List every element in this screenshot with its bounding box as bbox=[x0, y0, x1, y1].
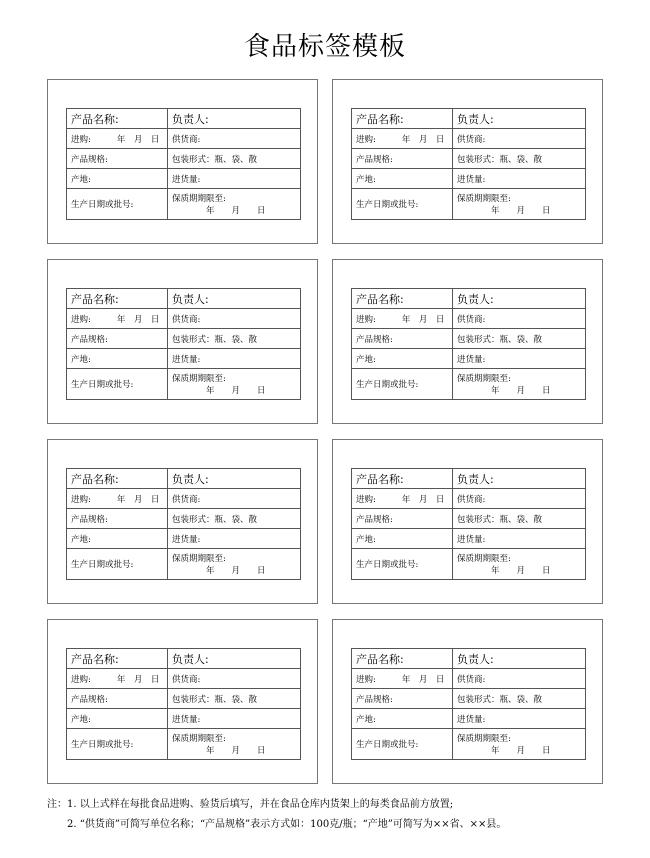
origin-label: 产地: bbox=[67, 709, 168, 729]
batch-label: 生产日期或批号: bbox=[67, 189, 168, 220]
responsible-label: 负责人: bbox=[168, 469, 301, 489]
purchase-date-parts: 年 月 日 bbox=[116, 314, 160, 325]
label-table bbox=[351, 288, 586, 400]
purchase-date-parts: 年 月 日 bbox=[116, 134, 160, 145]
label-table bbox=[351, 108, 586, 220]
origin-label: 产地: bbox=[67, 529, 168, 549]
origin-label: 产地: bbox=[352, 529, 453, 549]
note-line-1: 注：1. 以上式样在每批食品进购、验货后填写，并在食品仓库内货架上的每类食品前方放置; bbox=[47, 799, 454, 810]
packaging-label: 包装形式：瓶、袋、散 bbox=[453, 509, 586, 529]
shelf-life-label: 保质期期限至: bbox=[457, 734, 511, 744]
packaging-label: 包装形式：瓶、袋、散 bbox=[453, 149, 586, 169]
shelf-life-date: 年 月 日 bbox=[206, 566, 266, 576]
purchase-date-cell bbox=[67, 669, 168, 689]
product-name-label: 产品名称: bbox=[67, 109, 168, 129]
shelf-life-date: 年 月 日 bbox=[491, 386, 551, 396]
origin-label: 产地: bbox=[67, 169, 168, 189]
purchase-date-cell bbox=[67, 129, 168, 149]
purchase-date-parts: 年 月 日 bbox=[401, 314, 445, 325]
note-line-2: 2. “供货商”可简写单位名称；“产品规格”表示方式如：100克/瓶；“产地”可简写为××省、××县。 bbox=[67, 819, 507, 830]
purchase-date-parts: 年 月 日 bbox=[401, 674, 445, 685]
purchase-date-cell bbox=[352, 489, 453, 509]
shelf-life-date: 年 月 日 bbox=[206, 386, 266, 396]
responsible-label: 负责人: bbox=[453, 109, 586, 129]
label-table bbox=[66, 648, 301, 760]
shelf-life-label: 保质期期限至: bbox=[457, 194, 511, 204]
label-card bbox=[332, 439, 603, 604]
responsible-label: 负责人: bbox=[168, 109, 301, 129]
product-name-label: 产品名称: bbox=[352, 109, 453, 129]
label-card bbox=[47, 439, 318, 604]
supplier-label: 供货商: bbox=[168, 489, 301, 509]
batch-label: 生产日期或批号: bbox=[67, 369, 168, 400]
quantity-label: 进货量: bbox=[168, 529, 301, 549]
purchase-date-cell bbox=[352, 129, 453, 149]
label-card bbox=[47, 259, 318, 424]
shelf-life-label: 保质期期限至: bbox=[172, 374, 226, 384]
spec-label: 产品规格: bbox=[67, 329, 168, 349]
purchase-label: 进购: bbox=[71, 674, 91, 685]
origin-label: 产地: bbox=[352, 349, 453, 369]
quantity-label: 进货量: bbox=[453, 169, 586, 189]
batch-label: 生产日期或批号: bbox=[67, 729, 168, 760]
spec-label: 产品规格: bbox=[67, 509, 168, 529]
batch-label: 生产日期或批号: bbox=[352, 369, 453, 400]
origin-label: 产地: bbox=[352, 169, 453, 189]
quantity-label: 进货量: bbox=[168, 709, 301, 729]
label-card bbox=[332, 79, 603, 244]
shelf-life-date: 年 月 日 bbox=[491, 566, 551, 576]
purchase-date-parts: 年 月 日 bbox=[116, 494, 160, 505]
quantity-label: 进货量: bbox=[453, 349, 586, 369]
purchase-date-cell bbox=[67, 489, 168, 509]
shelf-life-cell bbox=[168, 549, 301, 580]
supplier-label: 供货商: bbox=[453, 489, 586, 509]
supplier-label: 供货商: bbox=[168, 669, 301, 689]
spec-label: 产品规格: bbox=[352, 149, 453, 169]
purchase-label: 进购: bbox=[71, 494, 91, 505]
label-card bbox=[332, 619, 603, 784]
supplier-label: 供货商: bbox=[453, 669, 586, 689]
supplier-label: 供货商: bbox=[453, 129, 586, 149]
responsible-label: 负责人: bbox=[453, 649, 586, 669]
spec-label: 产品规格: bbox=[67, 149, 168, 169]
origin-label: 产地: bbox=[352, 709, 453, 729]
purchase-date-cell bbox=[352, 309, 453, 329]
origin-label: 产地: bbox=[67, 349, 168, 369]
shelf-life-date: 年 月 日 bbox=[491, 206, 551, 216]
spec-label: 产品规格: bbox=[352, 509, 453, 529]
label-table bbox=[351, 468, 586, 580]
shelf-life-cell bbox=[453, 189, 586, 220]
packaging-label: 包装形式：瓶、袋、散 bbox=[168, 149, 301, 169]
purchase-date-parts: 年 月 日 bbox=[116, 674, 160, 685]
purchase-label: 进购: bbox=[71, 314, 91, 325]
shelf-life-cell bbox=[453, 369, 586, 400]
shelf-life-cell bbox=[168, 729, 301, 760]
purchase-label: 进购: bbox=[356, 314, 376, 325]
purchase-date-cell bbox=[352, 669, 453, 689]
responsible-label: 负责人: bbox=[168, 289, 301, 309]
product-name-label: 产品名称: bbox=[352, 289, 453, 309]
quantity-label: 进货量: bbox=[168, 349, 301, 369]
purchase-date-parts: 年 月 日 bbox=[401, 494, 445, 505]
product-name-label: 产品名称: bbox=[67, 649, 168, 669]
shelf-life-cell bbox=[453, 729, 586, 760]
label-table bbox=[66, 468, 301, 580]
responsible-label: 负责人: bbox=[453, 469, 586, 489]
product-name-label: 产品名称: bbox=[67, 289, 168, 309]
packaging-label: 包装形式：瓶、袋、散 bbox=[168, 509, 301, 529]
supplier-label: 供货商: bbox=[453, 309, 586, 329]
purchase-label: 进购: bbox=[356, 134, 376, 145]
shelf-life-date: 年 月 日 bbox=[206, 746, 266, 756]
shelf-life-cell bbox=[168, 189, 301, 220]
responsible-label: 负责人: bbox=[168, 649, 301, 669]
shelf-life-date: 年 月 日 bbox=[206, 206, 266, 216]
shelf-life-label: 保质期期限至: bbox=[172, 554, 226, 564]
batch-label: 生产日期或批号: bbox=[352, 729, 453, 760]
shelf-life-label: 保质期期限至: bbox=[457, 374, 511, 384]
purchase-date-parts: 年 月 日 bbox=[401, 134, 445, 145]
notes bbox=[47, 795, 506, 835]
quantity-label: 进货量: bbox=[453, 709, 586, 729]
responsible-label: 负责人: bbox=[453, 289, 586, 309]
quantity-label: 进货量: bbox=[168, 169, 301, 189]
product-name-label: 产品名称: bbox=[352, 469, 453, 489]
purchase-label: 进购: bbox=[356, 674, 376, 685]
supplier-label: 供货商: bbox=[168, 129, 301, 149]
batch-label: 生产日期或批号: bbox=[352, 189, 453, 220]
packaging-label: 包装形式：瓶、袋、散 bbox=[168, 329, 301, 349]
shelf-life-cell bbox=[453, 549, 586, 580]
label-card bbox=[332, 259, 603, 424]
batch-label: 生产日期或批号: bbox=[67, 549, 168, 580]
product-name-label: 产品名称: bbox=[352, 649, 453, 669]
shelf-life-label: 保质期期限至: bbox=[457, 554, 511, 564]
batch-label: 生产日期或批号: bbox=[352, 549, 453, 580]
label-card bbox=[47, 79, 318, 244]
quantity-label: 进货量: bbox=[453, 529, 586, 549]
label-card bbox=[47, 619, 318, 784]
purchase-label: 进购: bbox=[71, 134, 91, 145]
packaging-label: 包装形式：瓶、袋、散 bbox=[453, 689, 586, 709]
packaging-label: 包装形式：瓶、袋、散 bbox=[168, 689, 301, 709]
spec-label: 产品规格: bbox=[352, 329, 453, 349]
shelf-life-cell bbox=[168, 369, 301, 400]
spec-label: 产品规格: bbox=[352, 689, 453, 709]
page-title: 食品标签模板 bbox=[243, 32, 406, 62]
shelf-life-date: 年 月 日 bbox=[491, 746, 551, 756]
shelf-life-label: 保质期期限至: bbox=[172, 734, 226, 744]
spec-label: 产品规格: bbox=[67, 689, 168, 709]
packaging-label: 包装形式：瓶、袋、散 bbox=[453, 329, 586, 349]
supplier-label: 供货商: bbox=[168, 309, 301, 329]
label-table bbox=[66, 288, 301, 400]
label-table bbox=[351, 648, 586, 760]
purchase-date-cell bbox=[67, 309, 168, 329]
purchase-label: 进购: bbox=[356, 494, 376, 505]
label-table bbox=[66, 108, 301, 220]
shelf-life-label: 保质期期限至: bbox=[172, 194, 226, 204]
product-name-label: 产品名称: bbox=[67, 469, 168, 489]
